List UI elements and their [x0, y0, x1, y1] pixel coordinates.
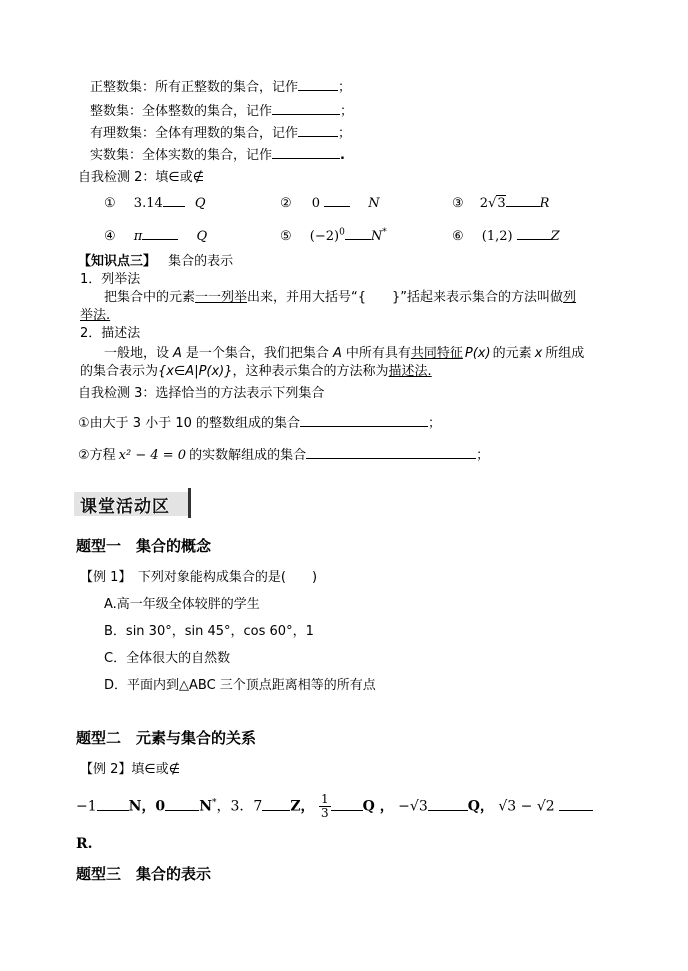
item-number: ③ [452, 196, 464, 211]
math-var: A [332, 346, 342, 361]
answer-blank [428, 798, 468, 811]
check2-title: 自我检测 2：填∈或∉ [78, 170, 205, 185]
set-label: 有理数集：全体有理数的集合，记作 [90, 126, 299, 141]
text-run: 一般地，设 [104, 346, 170, 361]
set-line-2 [90, 102, 353, 120]
set-label: 实数集：全体实数的集合，记作 [90, 148, 273, 163]
item-expr-sup: 0 [339, 227, 345, 238]
underlined-term: 共同特征 [410, 346, 463, 361]
item-expr: 3.14 [133, 196, 163, 211]
question-end: ； [428, 416, 442, 431]
section-banner [74, 488, 194, 518]
item-number: ④ [104, 229, 116, 244]
term: Q， [467, 798, 494, 815]
question-end: ； [476, 448, 490, 463]
check2-item-4 [104, 227, 207, 244]
answer-blank [272, 146, 340, 159]
item-expr: (1,2) [481, 229, 513, 244]
answer-blank [163, 194, 185, 207]
text-run: 是一个集合，我们把集合 [185, 346, 329, 361]
example2-row [76, 792, 593, 820]
answer-blank [506, 194, 540, 207]
check2-item-3: ③ 2√3 R [452, 196, 550, 211]
item-set: N [370, 229, 383, 244]
math-expr: P(x) [464, 346, 491, 361]
term: −√3 [398, 798, 428, 815]
example2: 【例 2】填∈或∉ [80, 762, 181, 777]
fraction-numerator: 1 [321, 792, 329, 807]
math-var: A [173, 346, 182, 361]
item-set-sup: * [382, 227, 387, 238]
answer-blank [165, 798, 199, 811]
text-run: 所组成 [545, 346, 585, 361]
item-expr: 0 [311, 196, 321, 211]
set-label: 正整数集：所有正整数的集合，记作 [90, 80, 299, 95]
underlined-term: 描述法. [388, 364, 432, 379]
option-a: A.高一年级全体较胖的学生 [104, 597, 260, 612]
answer-blank [262, 798, 290, 811]
set-line-3 [90, 124, 351, 142]
math-expr: {x∈A|P(x)} [158, 364, 233, 379]
text-run: 出来，并用大括号“{ }”括起来表示集合的方法叫做 [247, 290, 564, 305]
set-line-4 [90, 146, 345, 164]
item-number: ⑥ [452, 229, 464, 244]
item-expr-root: 3 [497, 196, 506, 211]
question-text: ②方程 [78, 448, 116, 463]
method1-text-cont [80, 308, 110, 324]
check3-q2 [78, 446, 489, 464]
option-d: D．平面内到△ABC 三个顶点距离相等的所有点 [104, 678, 376, 693]
underlined-term: 列 [563, 290, 577, 305]
item-number: ② [280, 196, 292, 211]
item-number: ⑤ [280, 229, 292, 244]
term-sup: * [211, 798, 217, 808]
answer-blank [97, 798, 129, 811]
set-line-1 [90, 78, 351, 96]
type3-title: 题型三 集合的表示 [76, 865, 212, 883]
method2-text [104, 346, 584, 362]
check2-item-1 [104, 194, 206, 211]
check3-q1 [78, 414, 441, 432]
math-var: x [534, 346, 543, 361]
item-set: N [368, 196, 380, 211]
method2-text-line2 [80, 364, 432, 380]
answer-blank [306, 446, 476, 459]
answer-blank [559, 798, 593, 811]
text-run: 的元素 [492, 346, 532, 361]
example2-tail: R. [76, 836, 93, 852]
answer-blank [298, 124, 338, 137]
term: N，0 [128, 798, 166, 815]
method1-text [104, 290, 576, 306]
fraction-denominator: 3 [321, 806, 329, 821]
set-label: 整数集：全体整数的集合，记作 [90, 104, 273, 119]
item-expr: π [133, 229, 143, 244]
answer-blank [300, 414, 428, 427]
check2-item-5 [280, 227, 387, 244]
equation: x² − 4 = 0 [118, 448, 187, 463]
method1-title: 1．列举法 [80, 272, 141, 287]
option-c: C．全体很大的自然数 [104, 651, 231, 666]
check2-item-2 [280, 194, 380, 211]
set-end: ； [338, 80, 352, 95]
answer-blank [517, 227, 551, 240]
term: −1 [76, 798, 97, 815]
text-run: 中所有具有 [345, 346, 411, 361]
type1-title: 题型一 集合的概念 [76, 537, 212, 555]
answer-blank [272, 102, 340, 115]
method2-title: 2．描述法 [80, 326, 141, 341]
knowledge3-heading: 【知识点三】 [78, 254, 157, 269]
item-set: Q [194, 196, 206, 211]
item-set: Q [196, 229, 208, 244]
term: Q ， [362, 798, 394, 815]
answer-blank [298, 78, 338, 91]
term: Z， [290, 798, 315, 815]
answer-blank [331, 798, 363, 811]
term: N [199, 798, 212, 815]
set-end: ； [338, 126, 352, 141]
underlined-term: 一一列举 [195, 290, 248, 305]
text-run: ，这种表示集合的方法称为 [232, 364, 389, 379]
term: ，3．7 [216, 798, 263, 815]
text-run: 的集合表示为 [80, 364, 159, 379]
item-number: ① [104, 196, 116, 211]
question-text: ①由大于 3 小于 10 的整数组成的集合 [78, 416, 300, 431]
set-end: . [340, 148, 345, 163]
set-end: ； [340, 104, 354, 119]
item-set: R [539, 196, 550, 211]
check3-title: 自我检测 3：选择恰当的方法表示下列集合 [78, 386, 325, 401]
banner-title: 课堂活动区 [80, 497, 170, 517]
option-b: B．sin 30°，sin 45°，cos 60°，1 [104, 624, 314, 639]
item-set: Z [550, 229, 560, 244]
type2-title: 题型二 元素与集合的关系 [76, 729, 257, 747]
question-text: 的实数解组成的集合 [189, 448, 307, 463]
item-expr: 2 [479, 196, 489, 211]
knowledge3-title: 集合的表示 [168, 254, 234, 269]
text-run: 把集合中的元素 [104, 290, 196, 305]
term: √3 − √2 [498, 798, 555, 815]
check2-item-6 [452, 227, 560, 244]
example1: 【例 1】 下列对象能构成集合的是( ) [80, 570, 318, 585]
answer-blank [345, 227, 371, 240]
knowledge3-header [78, 254, 233, 270]
answer-blank [324, 194, 350, 207]
underlined-term: 举法. [80, 308, 111, 323]
answer-blank [142, 227, 178, 240]
fraction [319, 793, 331, 820]
item-expr: (−2) [309, 229, 340, 244]
